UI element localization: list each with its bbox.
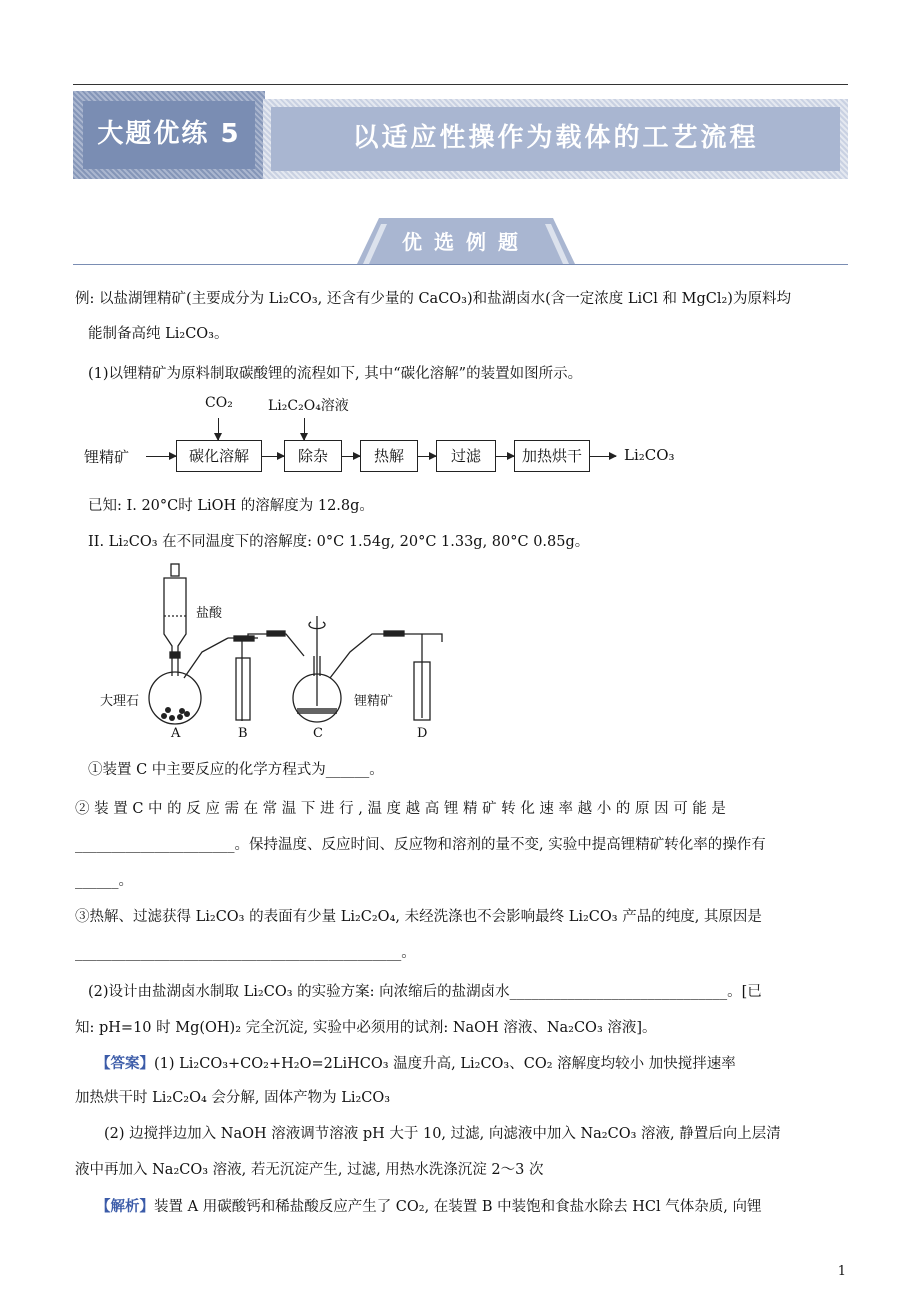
question-item2c: ______。 xyxy=(75,873,133,889)
question-part2a: (2)设计由盐湖卤水制取 Li₂CO₃ 的实验方案: 向浓缩后的盐湖卤水______________________________。[已 xyxy=(88,984,762,1000)
banner-right-text: 以适应性操作为载体的工艺流程 xyxy=(352,123,759,153)
page-number: 1 xyxy=(837,1264,846,1279)
banner-left xyxy=(73,91,265,179)
known-1: 已知: I. 20°C时 LiOH 的溶解度为 12.8g。 xyxy=(88,498,374,514)
answer-line1b: 加热烘干时 Li₂C₂O₄ 会分解, 固体产物为 Li₂CO₃ xyxy=(75,1090,391,1106)
banner-right xyxy=(263,99,848,179)
letter-c: C xyxy=(313,726,323,741)
label-ore: 锂精矿 xyxy=(354,694,394,709)
flow-start: 锂精矿 xyxy=(84,448,130,466)
question-item2b: ______________________。保持温度、反应时间、反应物和溶剂的量不变, 实验中提高锂精矿转化率的操作有 xyxy=(75,837,766,853)
flow-arrow-2 xyxy=(262,456,284,457)
flow-step-dry: 加热烘干 xyxy=(514,440,590,472)
flow-arrow-4 xyxy=(418,456,436,457)
question-part1: (1)以锂精矿为原料制取碳酸锂的流程如下, 其中“碳化溶解”的装置如图所示。 xyxy=(88,366,583,382)
flow-arrow-down-1 xyxy=(218,418,219,440)
letter-a: A xyxy=(171,726,181,741)
question-item3a: ③热解、过滤获得 Li₂CO₃ 的表面有少量 Li₂C₂O₄, 未经洗涤也不会影响最终 Li₂CO₃ 产品的纯度, 其原因是 xyxy=(75,909,762,925)
section-rule xyxy=(73,264,848,265)
analysis-text: 装置 A 用碳酸钙和稀盐酸反应产生了 CO₂, 在装置 B 中装饱和食盐水除去 HCl 气体杂质, 向锂 xyxy=(154,1199,762,1215)
answer-line2a: (2) 边搅拌边加入 NaOH 溶液调节溶液 pH 大于 10, 过滤, 向滤液中加入 Na₂CO₃ 溶液, 静置后向上层清 xyxy=(104,1126,781,1142)
flow-arrow-3 xyxy=(342,456,360,457)
flow-step-carbonize: 碳化溶解 xyxy=(176,440,262,472)
flow-input-oxalate: Li₂C₂O₄溶液 xyxy=(268,398,349,414)
question-part2b: 知: pH=10 时 Mg(OH)₂ 完全沉淀, 实验中必须用的试剂: NaOH 溶液、Na₂CO₃ 溶液]。 xyxy=(75,1020,657,1036)
question-line2: 能制备高纯 Li₂CO₃。 xyxy=(88,326,229,342)
answer-tag: 【答案】 xyxy=(96,1055,154,1072)
flow-arrow-6 xyxy=(590,456,616,457)
known-2: II. Li₂CO₃ 在不同温度下的溶解度: 0°C 1.54g, 20°C 1.33g, 80°C 0.85g。 xyxy=(88,534,590,550)
banner-left-text: 大题优练 5 xyxy=(97,119,241,149)
apparatus-diagram xyxy=(92,556,452,746)
question-line1: 例: 以盐湖锂精矿(主要成分为 Li₂CO₃, 还含有少量的 CaCO₃)和盐湖卤水(含一定浓度 LiCl 和 MgCl₂)为原料均 xyxy=(75,291,791,307)
title-banner xyxy=(73,91,848,179)
flow-arrow-1 xyxy=(146,456,176,457)
flow-end: Li₂CO₃ xyxy=(624,446,675,464)
flow-step-filter: 过滤 xyxy=(436,440,496,472)
letter-b: B xyxy=(238,726,248,741)
label-marble: 大理石 xyxy=(100,694,140,709)
question-item3b: _____________________________________________。 xyxy=(75,945,416,961)
top-rule xyxy=(73,84,848,85)
flow-step-pyrolysis: 热解 xyxy=(360,440,418,472)
section-tab-text: 优选例题 xyxy=(402,230,530,254)
analysis-tag: 【解析】 xyxy=(96,1198,154,1215)
analysis-line xyxy=(96,1195,762,1216)
answer-line2b: 液中再加入 Na₂CO₃ 溶液, 若无沉淀产生, 过滤, 用热水洗涤沉淀 2～3 次 xyxy=(75,1162,544,1178)
answer-text1: (1) Li₂CO₃+CO₂+H₂O=2LiHCO₃ 温度升高, Li₂CO₃、CO₂ 溶解度均较小 加快搅拌速率 xyxy=(154,1056,736,1072)
answer-line1 xyxy=(96,1052,736,1073)
letter-d: D xyxy=(417,726,428,741)
apparatus-drawing xyxy=(92,556,452,746)
flow-arrow-down-2 xyxy=(304,418,305,440)
question-item2a: ② 装 置 C 中 的 反 应 需 在 常 温 下 进 行 , 温 度 越 高 锂 精 矿 转 化 速 率 越 小 的 原 因 可 能 是 xyxy=(75,801,726,817)
flow-step-impurity: 除杂 xyxy=(284,440,342,472)
section-tab xyxy=(357,214,575,264)
flow-arrow-5 xyxy=(496,456,514,457)
label-acid: 盐酸 xyxy=(196,606,223,621)
question-item1: ①装置 C 中主要反应的化学方程式为______。 xyxy=(88,762,384,778)
flow-input-co2: CO₂ xyxy=(205,395,233,411)
